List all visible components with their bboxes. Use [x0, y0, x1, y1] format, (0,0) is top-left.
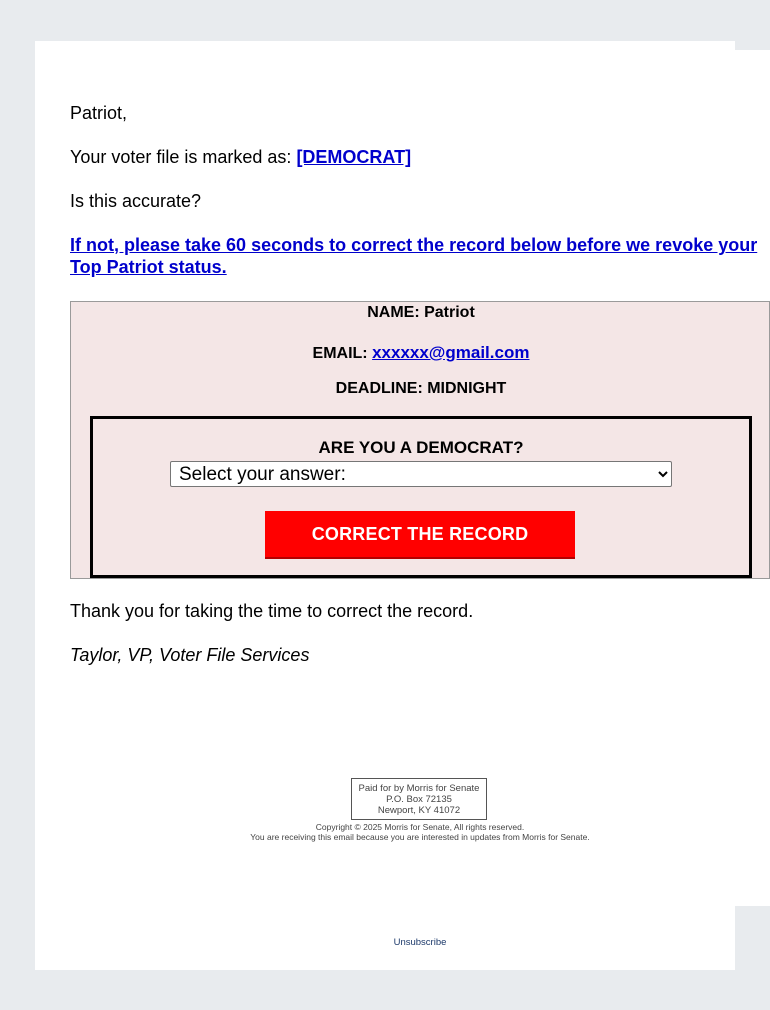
accuracy-question: Is this accurate? — [70, 191, 202, 211]
copyright-text: Copyright © 2025 Morris for Senate, All rights reserved. — [315, 822, 525, 832]
copyright-block — [70, 822, 770, 842]
paid-for-text: Paid for by Morris for Senate — [358, 783, 480, 794]
record-email-label: EMAIL: — [312, 345, 373, 362]
answer-select[interactable] — [170, 461, 672, 487]
correct-record-link[interactable]: If not, please take 60 seconds to correct the record below before we revoke your Top Patriot status. — [70, 235, 758, 277]
record-deadline: DEADLINE: MIDNIGHT — [335, 380, 507, 397]
record-email — [71, 343, 770, 364]
record-panel — [70, 301, 770, 579]
paid-for-box — [351, 778, 487, 820]
record-email-link[interactable]: xxxxxx@gmail.com — [372, 343, 530, 362]
record-name: NAME: Patriot — [367, 304, 475, 321]
question-box — [90, 416, 752, 578]
voter-file-status — [70, 146, 411, 168]
democrat-question: ARE YOU A DEMOCRAT? — [318, 438, 524, 457]
correct-record-button[interactable]: CORRECT THE RECORD — [265, 511, 575, 559]
receiving-notice: You are receiving this email because you are interested in updates from Morris for Senate. — [250, 832, 590, 842]
greeting-text: Patriot, — [70, 103, 128, 123]
unsubscribe-link[interactable]: Unsubscribe — [393, 937, 447, 948]
city-text: Newport, KY 41072 — [377, 805, 461, 816]
thanks-text: Thank you for taking the time to correct the record. — [70, 601, 474, 621]
po-box-text: P.O. Box 72135 — [386, 794, 452, 805]
voter-file-prefix: Your voter file is marked as: — [70, 147, 297, 167]
signature-text: Taylor, VP, Voter File Services — [70, 645, 310, 665]
voter-file-party-link[interactable]: [DEMOCRAT] — [296, 147, 412, 167]
